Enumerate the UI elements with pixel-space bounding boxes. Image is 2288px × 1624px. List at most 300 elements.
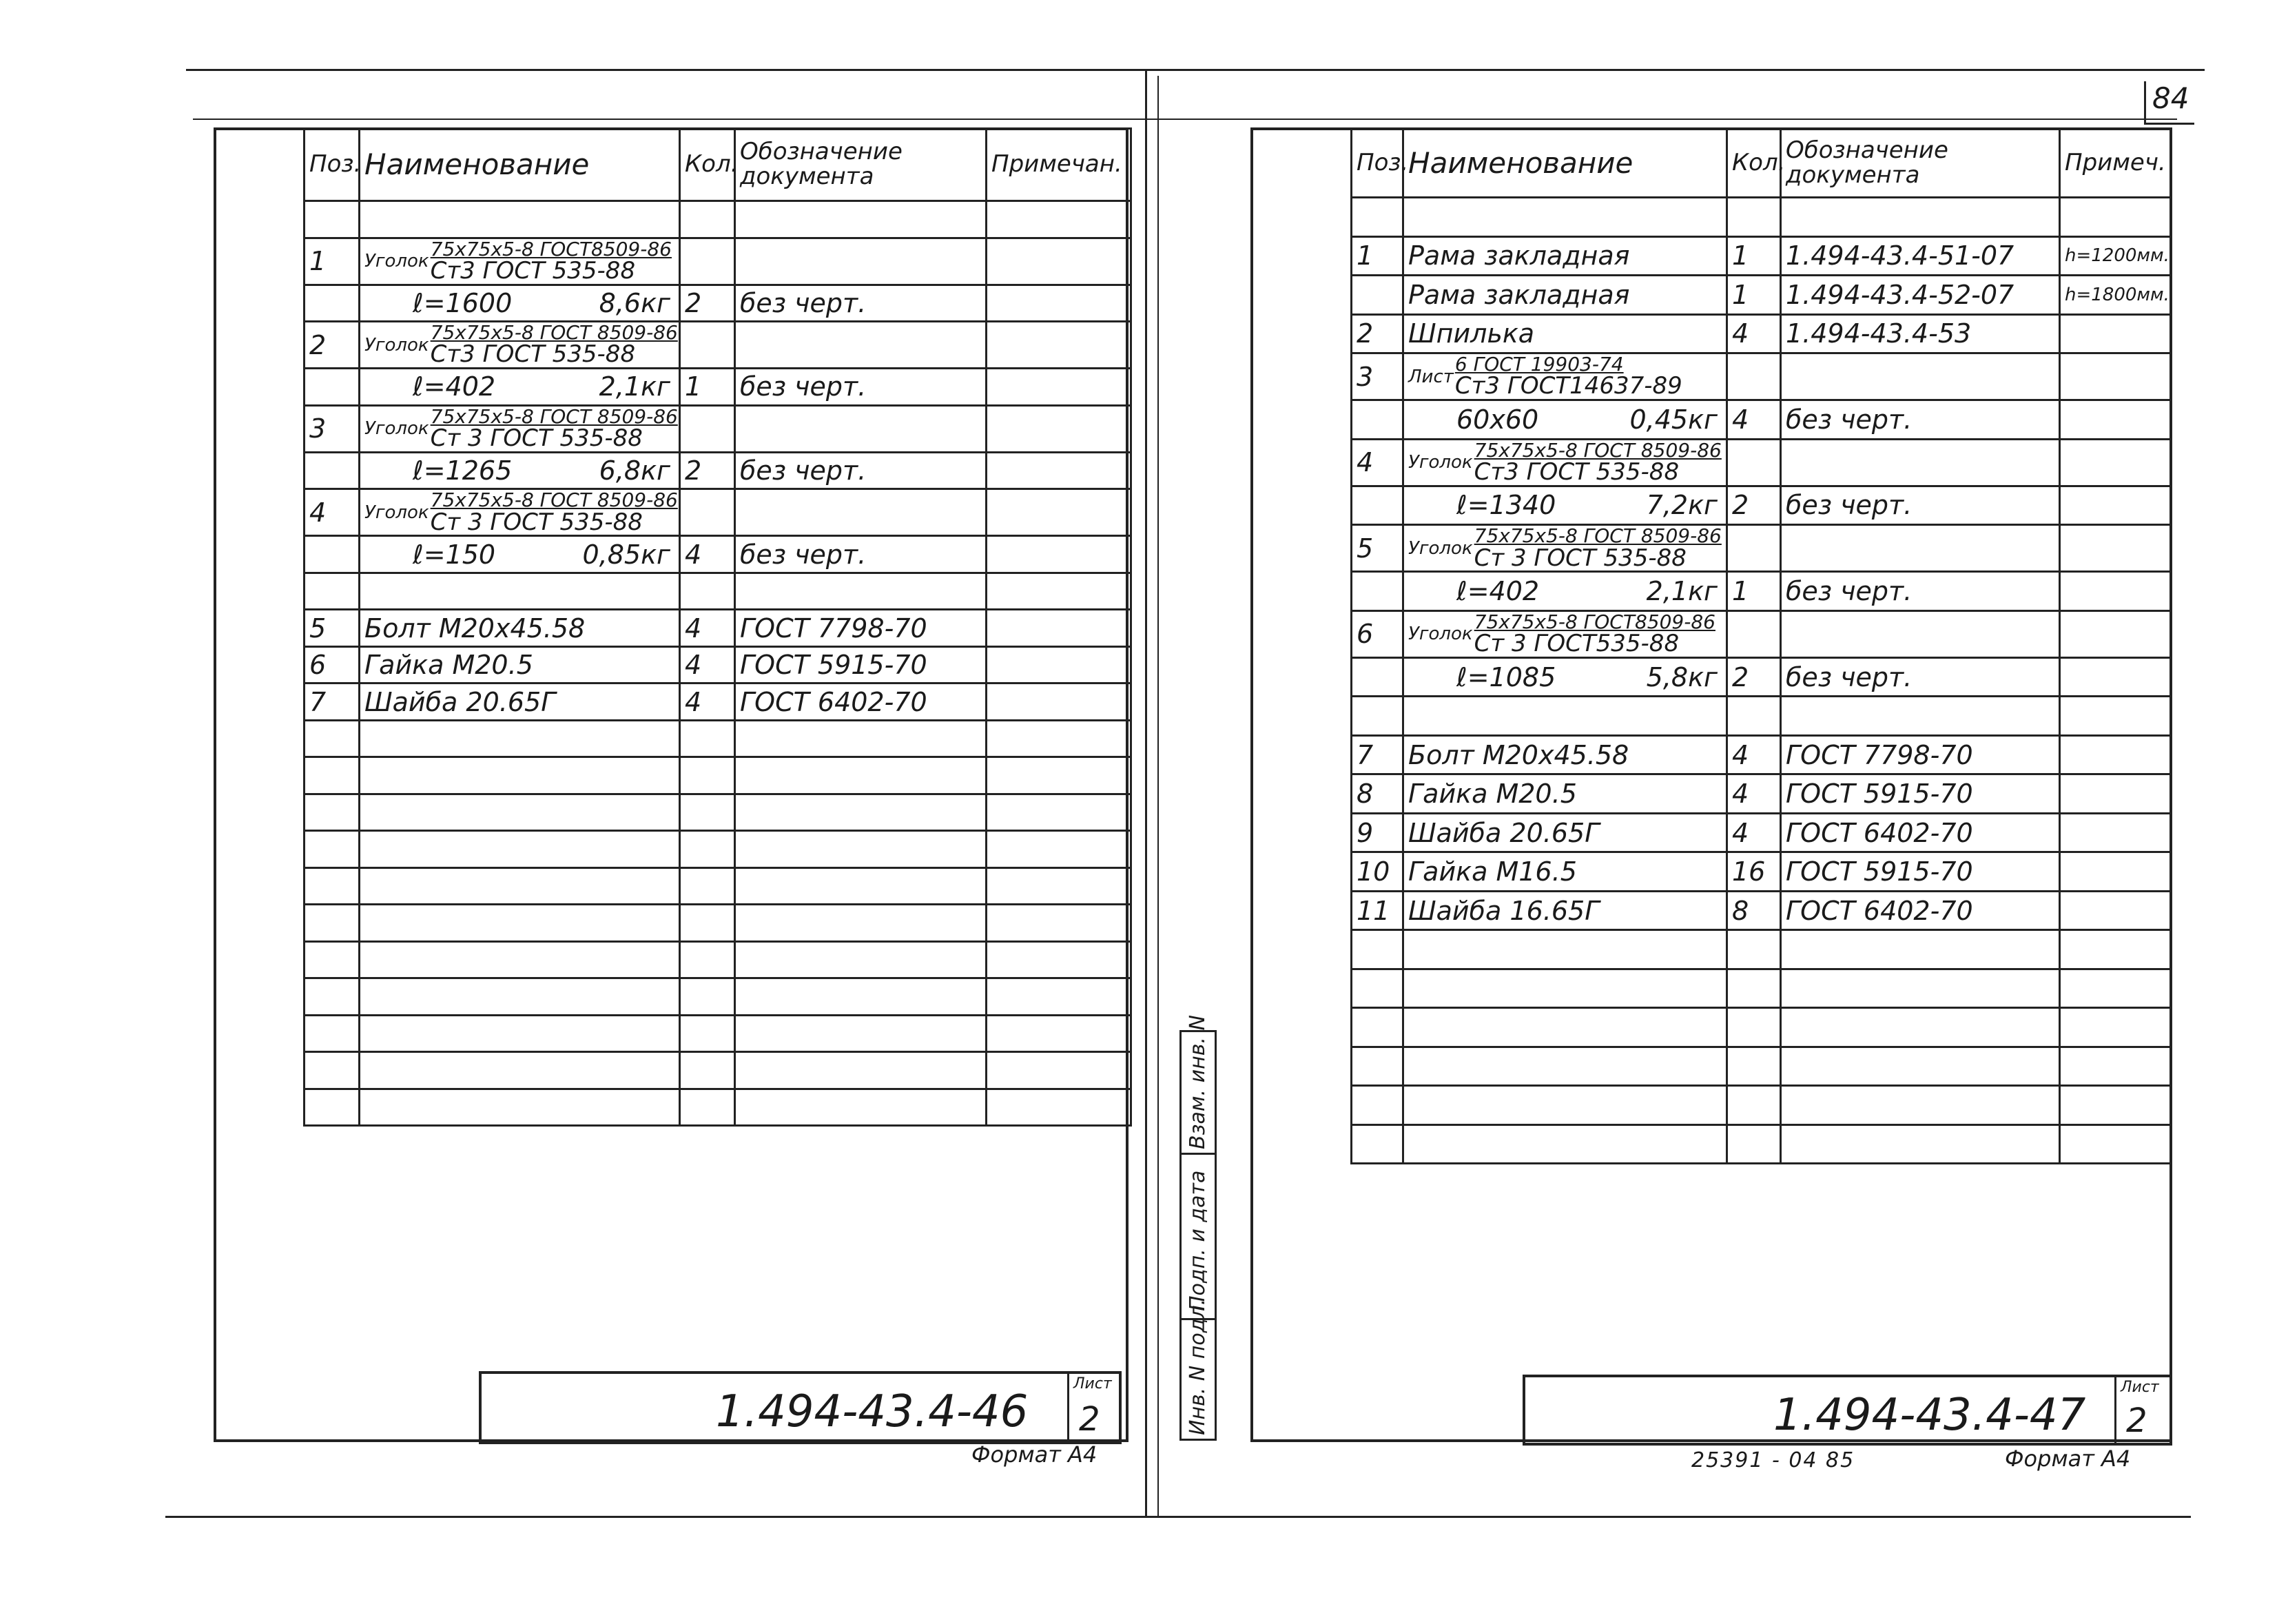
cell-doc bbox=[735, 1052, 987, 1089]
spec-row-18 bbox=[1352, 891, 2172, 930]
spec-row-3 bbox=[1352, 276, 2172, 315]
cell-doc: ГОСТ 5915-70 bbox=[735, 646, 987, 683]
cell-qty bbox=[1727, 1008, 1781, 1047]
cell-doc bbox=[735, 720, 987, 757]
cell-name bbox=[360, 1089, 680, 1126]
material-grade: Ст3 ГОСТ 535-88 bbox=[430, 256, 636, 285]
cell-qty bbox=[1727, 1047, 1781, 1086]
cell-name bbox=[1403, 610, 1727, 657]
cell-note bbox=[2060, 1086, 2172, 1125]
cell-doc: ГОСТ 6402-70 bbox=[735, 683, 987, 721]
cell-note bbox=[987, 536, 1131, 573]
cell-note bbox=[987, 489, 1131, 536]
cell-qty bbox=[1727, 525, 1781, 572]
spec-row-8 bbox=[305, 489, 1131, 536]
cell-name: Гайка М20.5 bbox=[1403, 774, 1727, 814]
cell-pos bbox=[305, 757, 360, 794]
cell-doc bbox=[1781, 969, 2060, 1008]
material-grade: Ст3 ГОСТ 535-88 bbox=[1474, 458, 1680, 486]
cell-qty bbox=[680, 1015, 735, 1052]
left-spec-body bbox=[305, 129, 1131, 1126]
spec-row-4 bbox=[1352, 314, 2172, 353]
material-grade: Ст 3 ГОСТ535-88 bbox=[1474, 630, 1680, 658]
spec-row-5 bbox=[1352, 353, 2172, 400]
cell-doc: без черт. bbox=[1781, 400, 2060, 440]
cell-doc: ГОСТ 5915-70 bbox=[1781, 852, 2060, 892]
cell-qty bbox=[680, 405, 735, 452]
cell-qty: 4 bbox=[1727, 400, 1781, 440]
cell-qty bbox=[1727, 969, 1781, 1008]
material-standard: 75x75x5-8 ГОСТ8509-86 bbox=[430, 237, 672, 260]
cell-doc bbox=[735, 405, 987, 452]
center-fold-line-2 bbox=[1157, 76, 1159, 1516]
cell-note: h=1800мм. bbox=[2060, 276, 2172, 315]
cell-doc: без черт. bbox=[1781, 657, 2060, 697]
spec-row-10 bbox=[1352, 572, 2172, 611]
cell-qty: 4 bbox=[1727, 735, 1781, 774]
cell-qty: 1 bbox=[1727, 276, 1781, 315]
cell-doc bbox=[735, 489, 987, 536]
cell-name bbox=[360, 369, 680, 406]
cell-note bbox=[987, 322, 1131, 369]
left-spec-table bbox=[303, 127, 1132, 1127]
cell-name bbox=[1403, 353, 1727, 400]
material-label: Уголок bbox=[1408, 624, 1473, 645]
cell-doc bbox=[735, 794, 987, 831]
cell-note bbox=[2060, 353, 2172, 400]
spec-row-2 bbox=[1352, 236, 2172, 276]
cell-note bbox=[2060, 439, 2172, 486]
cell-qty: 4 bbox=[680, 536, 735, 573]
spec-row-18 bbox=[305, 867, 1131, 905]
cell-pos bbox=[305, 369, 360, 406]
cell-qty: 1 bbox=[1727, 236, 1781, 276]
cell-note bbox=[987, 757, 1131, 794]
cell-pos: 9 bbox=[1352, 813, 1403, 852]
cell-qty bbox=[1727, 697, 1781, 736]
material-label: Уголок bbox=[364, 334, 429, 356]
cell-qty bbox=[680, 905, 735, 942]
mass-value: 0,45кг bbox=[1629, 404, 1718, 435]
top-edge-line bbox=[186, 69, 2205, 71]
length-value: ℓ=1265 bbox=[413, 455, 513, 486]
cell-pos bbox=[305, 1015, 360, 1052]
cell-pos bbox=[1352, 276, 1403, 315]
cell-qty bbox=[1727, 353, 1781, 400]
header-note: Примечан. bbox=[987, 129, 1131, 201]
cell-pos bbox=[1352, 697, 1403, 736]
spec-row-14 bbox=[305, 720, 1131, 757]
cell-pos: 6 bbox=[305, 646, 360, 683]
cell-name: Шайба 16.65Г bbox=[1403, 891, 1727, 930]
spec-row-23 bbox=[1352, 1086, 2172, 1125]
cell-name bbox=[1403, 198, 1727, 237]
cell-qty bbox=[1727, 1124, 1781, 1164]
cell-qty: 1 bbox=[680, 369, 735, 406]
cell-note bbox=[987, 646, 1131, 683]
cell-pos bbox=[305, 905, 360, 942]
cell-note bbox=[2060, 697, 2172, 736]
sidebar-podp-data: Подп. и дата bbox=[1186, 1170, 1210, 1311]
material-label: Уголок bbox=[364, 251, 429, 272]
cell-note bbox=[2060, 572, 2172, 611]
material-label: Уголок bbox=[1408, 537, 1473, 559]
length-value: ℓ=150 bbox=[413, 539, 496, 570]
cell-doc bbox=[1781, 198, 2060, 237]
cell-doc bbox=[1781, 1008, 2060, 1047]
cell-qty bbox=[1727, 198, 1781, 237]
cell-doc: без черт. bbox=[1781, 572, 2060, 611]
length-mass bbox=[364, 287, 674, 318]
cell-name bbox=[360, 489, 680, 536]
spec-row-16 bbox=[1352, 813, 2172, 852]
length-value: ℓ=1085 bbox=[1456, 661, 1556, 692]
cell-name bbox=[1403, 400, 1727, 440]
length-mass bbox=[1408, 404, 1722, 435]
spec-row-13 bbox=[1352, 697, 2172, 736]
cell-qty: 4 bbox=[1727, 813, 1781, 852]
cell-qty bbox=[1727, 1086, 1781, 1125]
approval-sidebar bbox=[1179, 1015, 1217, 1441]
spec-row-7 bbox=[305, 452, 1131, 489]
spec-row-12 bbox=[1352, 657, 2172, 697]
cell-pos: 10 bbox=[1352, 852, 1403, 892]
cell-name bbox=[360, 905, 680, 942]
cell-pos bbox=[305, 720, 360, 757]
cell-doc bbox=[1781, 353, 2060, 400]
material-stack bbox=[431, 239, 672, 284]
cell-doc: без черт. bbox=[735, 369, 987, 406]
spec-row-4 bbox=[305, 322, 1131, 369]
header-doc: Обозначение документа bbox=[735, 129, 987, 201]
cell-pos: 4 bbox=[305, 489, 360, 536]
bottom-edge-line bbox=[165, 1516, 2191, 1518]
cell-name bbox=[1403, 969, 1727, 1008]
mass-value: 7,2кг bbox=[1646, 490, 1718, 521]
spec-row-22 bbox=[305, 1015, 1131, 1052]
cell-qty bbox=[1727, 930, 1781, 969]
sidebar-vzam-inv: Взам. инв. N bbox=[1186, 1015, 1210, 1149]
cell-name bbox=[1403, 1047, 1727, 1086]
mass-value: 5,8кг bbox=[1646, 661, 1718, 692]
spec-row-2 bbox=[305, 238, 1131, 285]
cell-name: Шпилька bbox=[1403, 314, 1727, 353]
left-sheet-number: 2 bbox=[1079, 1400, 1100, 1439]
cell-qty: 2 bbox=[680, 452, 735, 489]
cell-pos bbox=[1352, 930, 1403, 969]
cell-name bbox=[360, 794, 680, 831]
length-mass bbox=[1408, 575, 1722, 606]
cell-qty bbox=[680, 489, 735, 536]
cell-name bbox=[360, 452, 680, 489]
spec-row-17 bbox=[305, 831, 1131, 868]
cell-name bbox=[360, 405, 680, 452]
sidebar-divider-1 bbox=[1182, 1153, 1215, 1155]
cell-note bbox=[2060, 735, 2172, 774]
cell-doc: ГОСТ 7798-70 bbox=[1781, 735, 2060, 774]
cell-doc: ГОСТ 5915-70 bbox=[1781, 774, 2060, 814]
length-mass bbox=[364, 373, 674, 400]
material-spec bbox=[364, 489, 678, 536]
length-value: ℓ=1340 bbox=[1456, 490, 1556, 521]
cell-qty bbox=[680, 794, 735, 831]
cell-name bbox=[360, 285, 680, 322]
cell-pos bbox=[305, 978, 360, 1016]
spec-row-15 bbox=[1352, 774, 2172, 814]
material-spec bbox=[1408, 526, 1722, 571]
spec-row-23 bbox=[305, 1052, 1131, 1089]
cell-name bbox=[360, 238, 680, 285]
cell-note bbox=[2060, 198, 2172, 237]
header-name: Наименование bbox=[360, 129, 680, 201]
material-stack bbox=[1474, 440, 1722, 485]
cell-name bbox=[360, 1052, 680, 1089]
spec-row-6 bbox=[305, 405, 1131, 452]
spec-row-17 bbox=[1352, 852, 2172, 892]
cell-qty: 2 bbox=[1727, 657, 1781, 697]
header-pos: Поз. bbox=[1352, 129, 1403, 198]
spec-row-9 bbox=[305, 536, 1131, 573]
cell-doc bbox=[1781, 930, 2060, 969]
cell-name: Рама закладная bbox=[1403, 276, 1727, 315]
cell-doc bbox=[735, 238, 987, 285]
cell-doc bbox=[735, 867, 987, 905]
spec-row-1 bbox=[305, 201, 1131, 238]
cell-name bbox=[1403, 486, 1727, 525]
cell-note bbox=[2060, 891, 2172, 930]
cell-pos: 6 bbox=[1352, 610, 1403, 657]
material-grade: Ст 3 ГОСТ 535-88 bbox=[430, 424, 643, 453]
cell-doc: ГОСТ 6402-70 bbox=[1781, 891, 2060, 930]
center-fold-line bbox=[1145, 69, 1147, 1516]
spec-row-10 bbox=[305, 573, 1131, 610]
left-sheet-label: Лист bbox=[1073, 1375, 1112, 1392]
material-spec bbox=[1408, 354, 1722, 399]
cell-name bbox=[360, 536, 680, 573]
spec-row-7 bbox=[1352, 439, 2172, 486]
cell-note bbox=[987, 610, 1131, 647]
cell-qty bbox=[680, 867, 735, 905]
cell-note bbox=[2060, 813, 2172, 852]
cell-doc bbox=[1781, 1086, 2060, 1125]
cell-qty: 4 bbox=[680, 683, 735, 721]
spec-row-19 bbox=[305, 905, 1131, 942]
cell-note bbox=[987, 369, 1131, 406]
length-value: ℓ=402 bbox=[1456, 575, 1540, 606]
cell-doc bbox=[735, 573, 987, 610]
left-title-block bbox=[479, 1371, 1122, 1444]
cell-pos bbox=[305, 831, 360, 868]
cell-note bbox=[987, 452, 1131, 489]
spec-row-1 bbox=[1352, 198, 2172, 237]
cell-note bbox=[987, 1052, 1131, 1089]
spec-row-19 bbox=[1352, 930, 2172, 969]
cell-note bbox=[2060, 314, 2172, 353]
material-standard: 75x75x5-8 ГОСТ 8509-86 bbox=[1474, 438, 1722, 462]
mass-value: 2,1кг bbox=[1646, 575, 1718, 606]
cell-note bbox=[987, 201, 1131, 238]
mass-value: 2,1кг bbox=[599, 371, 670, 402]
right-drawing-code: 1.494-43.4-47 bbox=[1773, 1390, 2086, 1441]
material-label: Лист bbox=[1408, 366, 1454, 387]
cell-qty bbox=[1727, 439, 1781, 486]
cell-doc: 1.494-43.4-53 bbox=[1781, 314, 2060, 353]
material-spec bbox=[364, 239, 674, 284]
left-format-label: Формат А4 bbox=[971, 1441, 1097, 1468]
material-stack bbox=[431, 490, 678, 535]
cell-note bbox=[2060, 969, 2172, 1008]
cell-doc bbox=[735, 322, 987, 369]
cell-pos bbox=[1352, 657, 1403, 697]
cell-doc bbox=[735, 757, 987, 794]
cell-note bbox=[987, 683, 1131, 721]
cell-doc bbox=[1781, 610, 2060, 657]
cell-pos bbox=[1352, 198, 1403, 237]
material-standard: 75x75x5-8 ГОСТ 8509-86 bbox=[430, 489, 678, 512]
mass-value: 8,6кг bbox=[599, 287, 670, 318]
length-value: 60x60 bbox=[1456, 404, 1539, 435]
material-spec bbox=[1408, 612, 1722, 657]
cell-qty bbox=[680, 978, 735, 1016]
material-standard: 6 ГОСТ 19903-74 bbox=[1454, 353, 1624, 376]
right-spec-table bbox=[1350, 127, 2172, 1164]
cell-name bbox=[1403, 657, 1727, 697]
cell-note bbox=[2060, 930, 2172, 969]
inventory-number: 25391 - 04 85 bbox=[1691, 1448, 1855, 1472]
cell-qty bbox=[680, 322, 735, 369]
material-spec bbox=[364, 321, 678, 369]
cell-pos bbox=[1352, 969, 1403, 1008]
length-value: ℓ=1600 bbox=[413, 287, 513, 318]
header-name: Наименование bbox=[1403, 129, 1727, 198]
cell-note bbox=[2060, 852, 2172, 892]
material-spec bbox=[364, 404, 678, 453]
material-standard: 75x75x5-8 ГОСТ 8509-86 bbox=[430, 404, 678, 428]
cell-name bbox=[1403, 572, 1727, 611]
cell-name bbox=[360, 322, 680, 369]
cell-name bbox=[1403, 525, 1727, 572]
cell-name bbox=[360, 201, 680, 238]
cell-pos bbox=[1352, 1047, 1403, 1086]
cell-note bbox=[987, 905, 1131, 942]
spec-row-11 bbox=[305, 610, 1131, 647]
spec-row-8 bbox=[1352, 486, 2172, 525]
spec-row-24 bbox=[1352, 1124, 2172, 1164]
cell-name bbox=[360, 978, 680, 1016]
cell-doc bbox=[735, 1089, 987, 1126]
cell-pos bbox=[305, 1052, 360, 1089]
cell-pos: 3 bbox=[305, 405, 360, 452]
cell-pos bbox=[1352, 572, 1403, 611]
cell-note bbox=[987, 978, 1131, 1016]
cell-note bbox=[987, 573, 1131, 610]
cell-qty bbox=[680, 720, 735, 757]
cell-qty bbox=[680, 831, 735, 868]
header-pos: Поз. bbox=[305, 129, 360, 201]
cell-doc bbox=[1781, 697, 2060, 736]
material-stack bbox=[1474, 526, 1722, 571]
material-grade: Ст3 ГОСТ 535-88 bbox=[430, 340, 636, 369]
cell-name: Шайба 20.65Г bbox=[360, 683, 680, 721]
cell-note bbox=[987, 720, 1131, 757]
cell-pos: 4 bbox=[1352, 439, 1403, 486]
cell-note bbox=[987, 238, 1131, 285]
sidebar-inv-podl: Инв. N подл. bbox=[1186, 1298, 1210, 1435]
cell-pos bbox=[1352, 1008, 1403, 1047]
left-header-row bbox=[305, 129, 1131, 201]
material-spec bbox=[1408, 440, 1722, 485]
spec-row-5 bbox=[305, 369, 1131, 406]
cell-name bbox=[360, 720, 680, 757]
mass-value: 0,85кг bbox=[582, 539, 670, 570]
left-drawing-code: 1.494-43.4-46 bbox=[716, 1386, 1029, 1437]
cell-note bbox=[987, 831, 1131, 868]
cell-name: Рама закладная bbox=[1403, 236, 1727, 276]
cell-doc bbox=[735, 905, 987, 942]
spec-row-3 bbox=[305, 285, 1131, 322]
cell-pos bbox=[1352, 400, 1403, 440]
cell-doc: ГОСТ 7798-70 bbox=[735, 610, 987, 647]
cell-pos bbox=[1352, 1124, 1403, 1164]
cell-pos bbox=[305, 941, 360, 978]
spec-row-16 bbox=[305, 794, 1131, 831]
material-standard: 75x75x5-8 ГОСТ8509-86 bbox=[1474, 610, 1715, 633]
right-header-row bbox=[1352, 129, 2172, 198]
right-sheet-cell bbox=[2114, 1377, 2172, 1443]
cell-pos: 2 bbox=[1352, 314, 1403, 353]
cell-pos bbox=[305, 794, 360, 831]
cell-qty bbox=[680, 1089, 735, 1126]
material-label: Уголок bbox=[1408, 452, 1473, 473]
cell-doc bbox=[735, 831, 987, 868]
material-stack bbox=[431, 322, 678, 367]
right-sheet-label: Лист bbox=[2121, 1379, 2159, 1396]
cell-doc bbox=[735, 941, 987, 978]
cell-doc: без черт. bbox=[1781, 486, 2060, 525]
cell-name bbox=[1403, 439, 1727, 486]
cell-pos: 7 bbox=[305, 683, 360, 721]
spec-row-22 bbox=[1352, 1047, 2172, 1086]
cell-pos: 2 bbox=[305, 322, 360, 369]
cell-name: Гайка М16.5 bbox=[1403, 852, 1727, 892]
cell-name: Гайка М20.5 bbox=[360, 646, 680, 683]
cell-name bbox=[1403, 697, 1727, 736]
cell-note: h=1200мм. bbox=[2060, 236, 2172, 276]
material-grade: Ст3 ГОСТ14637-89 bbox=[1454, 372, 1682, 400]
length-mass bbox=[1408, 661, 1722, 692]
cell-qty: 2 bbox=[680, 285, 735, 322]
cell-pos: 8 bbox=[1352, 774, 1403, 814]
spec-row-11 bbox=[1352, 610, 2172, 657]
cell-name bbox=[1403, 1086, 1727, 1125]
cell-qty: 4 bbox=[680, 610, 735, 647]
cell-note bbox=[2060, 774, 2172, 814]
cell-qty: 4 bbox=[1727, 774, 1781, 814]
cell-pos bbox=[305, 573, 360, 610]
cell-qty: 16 bbox=[1727, 852, 1781, 892]
cell-doc: без черт. bbox=[735, 452, 987, 489]
cell-note bbox=[987, 1089, 1131, 1126]
cell-note bbox=[2060, 610, 2172, 657]
cell-name bbox=[360, 831, 680, 868]
cell-doc bbox=[1781, 1124, 2060, 1164]
cell-qty: 2 bbox=[1727, 486, 1781, 525]
cell-note bbox=[2060, 400, 2172, 440]
cell-note bbox=[987, 1015, 1131, 1052]
spec-row-14 bbox=[1352, 735, 2172, 774]
spec-row-15 bbox=[305, 757, 1131, 794]
length-mass bbox=[364, 455, 674, 486]
